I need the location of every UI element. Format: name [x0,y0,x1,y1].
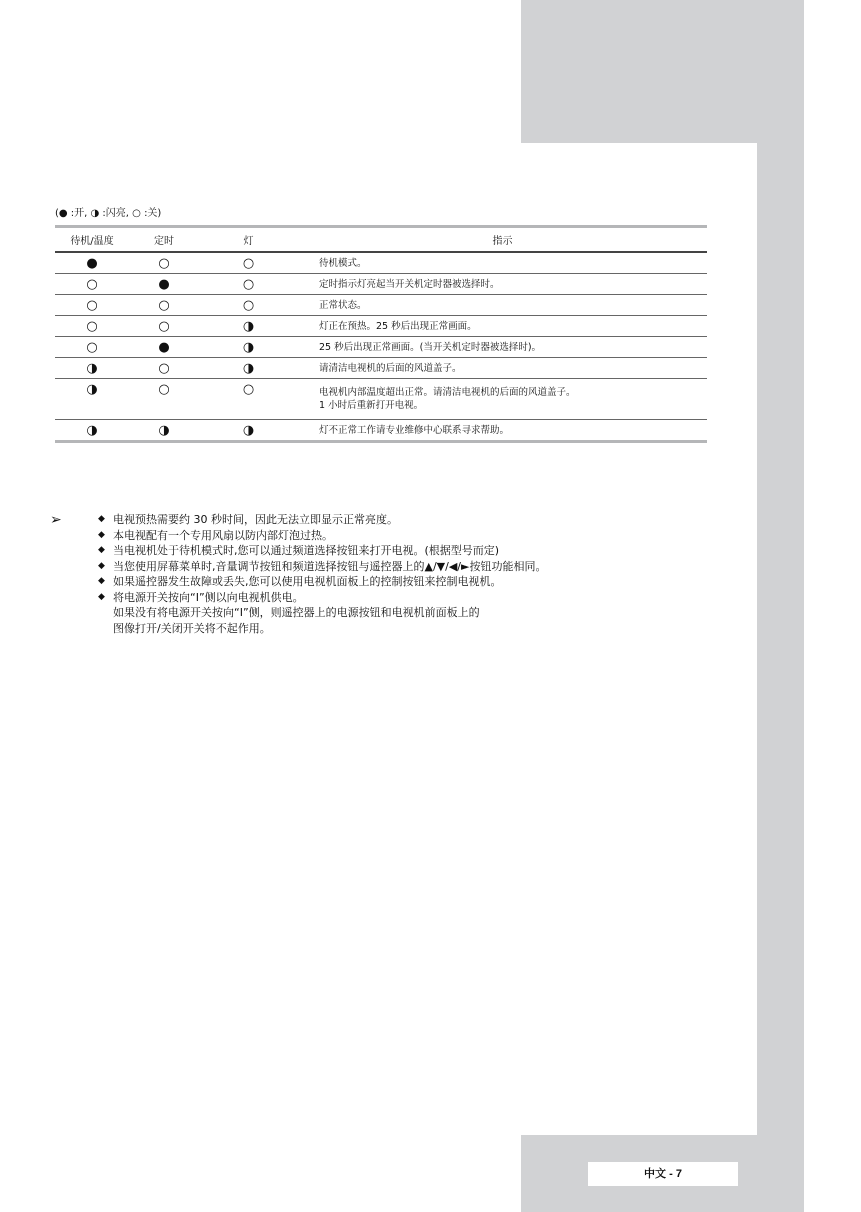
diamond-bullet-icon: ◆ [98,560,105,571]
standby-indicator-icon: ○ [86,297,98,313]
table-header-row [55,227,707,253]
note-item [98,512,546,528]
lamp-indicator-icon: ○ [242,382,255,397]
timer-indicator-icon: ○ [158,360,170,376]
row-description: 灯正在预热。25 秒后出现正常画面。 [298,316,707,337]
note-item [98,543,546,559]
diamond-bullet-icon: ◆ [98,591,105,602]
row-description: 定时指示灯亮起当开关机定时器被选择时。 [298,274,707,295]
table-row [55,358,707,379]
note-continuation-line-2: 图像打开/关闭开关将不起作用。 [113,621,271,635]
header-timer: 定时 [129,227,199,253]
note-continuation-line-1: 如果没有将电源开关按向“I”侧，则遥控器上的电源按钮和电视机前面板上的 [113,606,480,619]
standby-indicator-icon: ◑ [86,360,98,376]
standby-indicator-icon: ○ [86,318,98,334]
lamp-indicator-icon: ○ [242,276,255,292]
note-text: 将电源开关按向“I”侧以向电视机供电。 [113,590,304,604]
timer-indicator-icon: ○ [158,382,170,397]
row-description [298,379,707,420]
note-text: 当您使用屏幕菜单时,音量调节按钮和频道选择按钮与遥控器上的▲/▼/◀/►按钮功能相同。 [113,559,547,573]
note-item [98,590,546,637]
table-row [55,420,707,442]
standby-indicator-icon: ○ [86,276,98,292]
table-row [55,379,707,420]
timer-indicator-icon: ◑ [158,422,170,438]
page-number-badge: 中文 - 7 [588,1162,738,1186]
timer-indicator-icon: ○ [158,297,170,313]
standby-indicator-icon: ◑ [86,422,98,438]
row-description: 待机模式。 [298,252,707,274]
status-table [55,225,707,443]
row-description-line-2: 1 小时后重新打开电视。 [319,400,424,411]
note-text: 本电视配有一个专用风扇以防内部灯泡过热。 [113,528,333,542]
notes-list [98,512,546,636]
note-text: 如果遥控器发生故障或丢失,您可以使用电视机面板上的控制按钮来控制电视机。 [113,575,502,588]
timer-indicator-icon: ● [158,339,170,355]
note-item [98,559,546,575]
note-item [98,574,546,590]
lamp-indicator-icon: ◑ [242,360,255,376]
standby-indicator-icon: ○ [86,339,98,355]
standby-indicator-icon: ● [86,255,98,271]
row-description: 灯不正常工作请专业维修中心联系寻求帮助。 [319,424,510,436]
lamp-indicator-icon: ◑ [242,422,255,438]
timer-indicator-icon: ○ [158,255,170,271]
table-row [55,252,707,274]
header-lamp: 灯 [199,227,298,253]
standby-indicator-icon: ◑ [86,382,98,397]
row-description: 请清洁电视机的后面的风道盖子。 [298,358,707,379]
timer-indicator-icon: ● [158,276,170,292]
table-row [55,274,707,295]
legend: (● :开, ◑ :闪亮, ○ :关) [55,208,162,219]
diamond-bullet-icon: ◆ [98,545,105,555]
note-text: 电视预热需要约 30 秒时间，因此无法立即显示正常亮度。 [113,513,398,526]
lamp-indicator-icon: ◑ [242,339,255,355]
header-standby-temp: 待机/温度 [55,227,129,253]
table-row [55,295,707,316]
lamp-indicator-icon: ○ [242,297,255,313]
note-text: 当电视机处于待机模式时,您可以通过频道选择按钮来打开电视。(根据型号而定) [113,544,500,557]
row-description-line-1: 电视机内部温度超出正常。请清洁电视机的后面的风道盖子。 [319,387,576,398]
row-description: 正常状态。 [298,295,707,316]
diamond-bullet-icon: ◆ [98,529,105,540]
diamond-bullet-icon: ◆ [98,576,105,586]
lamp-indicator-icon: ○ [242,255,255,271]
header-indication: 指示 [298,227,707,253]
note-item [98,528,546,544]
diamond-bullet-icon: ◆ [98,514,105,524]
gray-corner-top [521,0,757,143]
table-row [55,316,707,337]
timer-indicator-icon: ○ [158,318,170,334]
gray-side-bar [757,0,804,1212]
row-description: 25 秒后出现正常画面。(当开关机定时器被选择时)。 [298,337,707,358]
note-arrow-icon: ➢ [50,512,62,528]
lamp-indicator-icon: ◑ [242,318,255,334]
table-row [55,337,707,358]
